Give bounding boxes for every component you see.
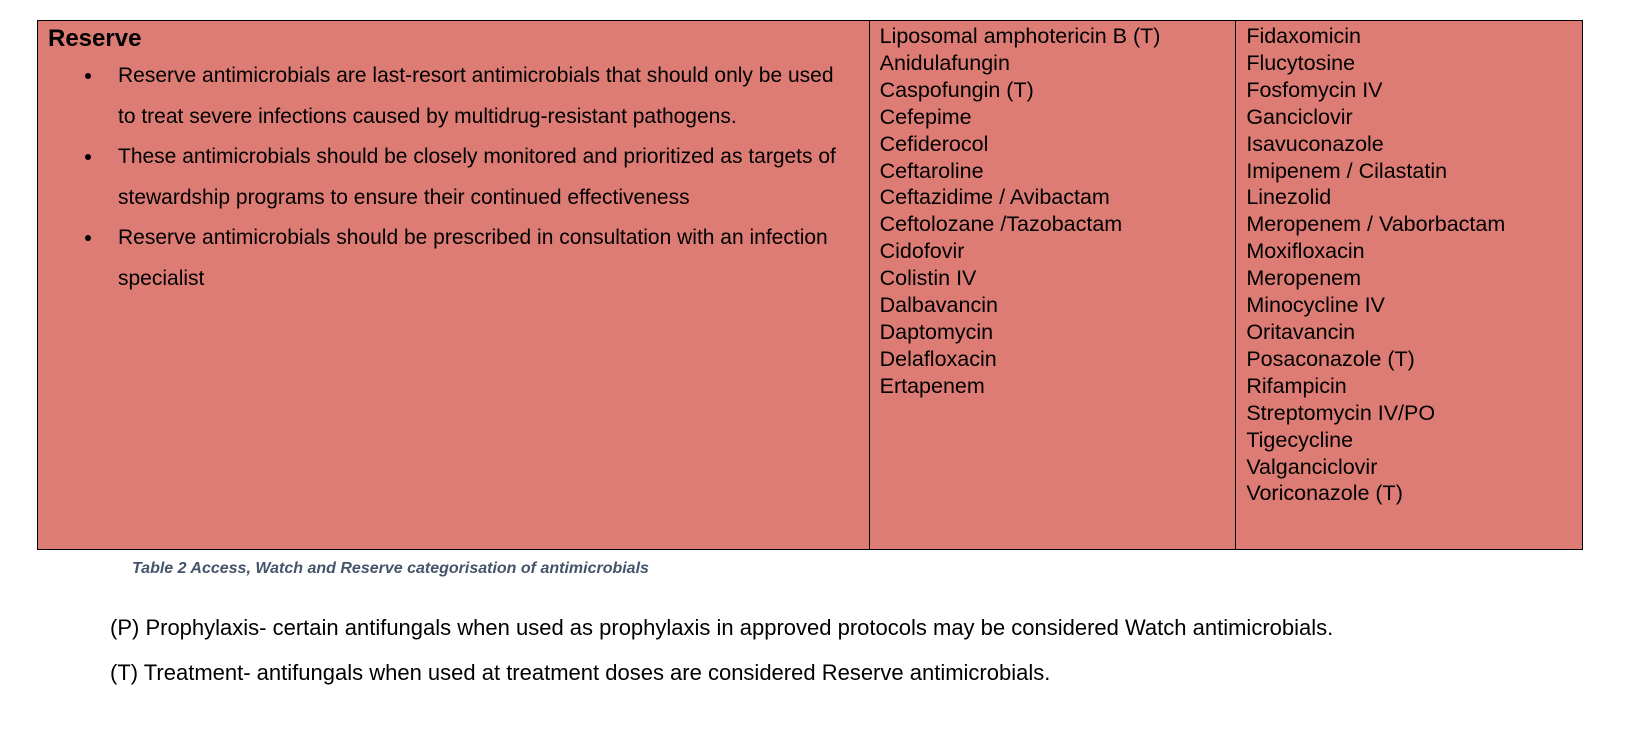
drug-list-2 [1246, 23, 1572, 507]
reserve-description-bullets [48, 56, 859, 299]
reserve-row [38, 21, 1583, 550]
drug-item: Valganciclovir [1246, 454, 1378, 479]
bullet-item [48, 218, 859, 299]
drug-item: Cefepime [879, 104, 972, 129]
bullet-dot-icon [85, 235, 91, 241]
category-title: Reserve [48, 25, 142, 52]
drug-item: Fosfomycin IV [1246, 77, 1383, 102]
drug-item: Cefiderocol [879, 131, 989, 156]
drug-item: Delafloxacin [879, 346, 997, 371]
drug-item: Voriconazole (T) [1246, 481, 1403, 506]
drug-item: Ceftaroline [879, 158, 984, 183]
drug-item: Imipenem / Cilastatin [1246, 158, 1448, 183]
drug-list-cell-1 [869, 21, 1236, 550]
drug-item: Streptomycin IV/PO [1246, 400, 1436, 425]
bullet-text: Reserve antimicrobials should be prescribed in consultation with an infection specialist [118, 226, 828, 290]
bullet-item [48, 56, 859, 137]
drug-item: Caspofungin (T) [879, 77, 1034, 102]
treatment-note: (T) Treatment- antifungals when used at treatment doses are considered Reserve antimicrobials. [110, 660, 1051, 685]
drug-item: Oritavancin [1246, 319, 1356, 344]
table-caption: Table 2 Access, Watch and Reserve categorisation of antimicrobials [132, 560, 649, 577]
drug-item: Dalbavancin [879, 293, 998, 318]
drug-item: Posaconazole (T) [1246, 346, 1415, 371]
drug-item: Fidaxomicin [1246, 24, 1362, 48]
drug-item: Ganciclovir [1246, 104, 1353, 129]
drug-item: Anidulafungin [879, 50, 1010, 75]
drug-item: Ceftazidime / Avibactam [879, 185, 1110, 210]
reserve-category-table [37, 20, 1583, 550]
drug-item: Daptomycin [879, 319, 994, 344]
bullet-text: These antimicrobials should be closely monitored and prioritized as targets of stewardship programs to ensure their continued effectiveness [118, 145, 836, 209]
drug-item: Rifampicin [1246, 373, 1347, 398]
drug-item: Linezolid [1246, 185, 1332, 210]
drug-item: Meropenem / Vaborbactam [1246, 212, 1506, 237]
drug-item: Meropenem [1246, 266, 1362, 291]
drug-item: Flucytosine [1246, 50, 1356, 75]
drug-item: Liposomal amphotericin B (T) [879, 24, 1161, 48]
bullet-item [48, 137, 859, 218]
bullet-dot-icon [85, 154, 91, 160]
drug-list-cell-2 [1236, 21, 1583, 550]
drug-item: Tigecycline [1246, 427, 1354, 452]
drug-item: Colistin IV [879, 266, 977, 291]
drug-item: Ceftolozane /Tazobactam [879, 212, 1123, 237]
drug-item: Minocycline IV [1246, 293, 1385, 318]
prophylaxis-note: (P) Prophylaxis- certain antifungals when used as prophylaxis in approved protocols may be considered Watch antimicrobials. [110, 615, 1334, 640]
bullet-dot-icon [85, 73, 91, 79]
drug-list-1 [880, 23, 1226, 400]
drug-item: Cidofovir [879, 239, 965, 264]
reserve-description-cell [38, 21, 870, 550]
bullet-text: Reserve antimicrobials are last-resort antimicrobials that should only be used to treat severe infections caused by multidrug-resistant pathogens. [118, 64, 834, 128]
drug-item: Moxifloxacin [1246, 239, 1365, 264]
drug-item: Isavuconazole [1246, 131, 1384, 156]
drug-item: Ertapenem [879, 373, 985, 398]
